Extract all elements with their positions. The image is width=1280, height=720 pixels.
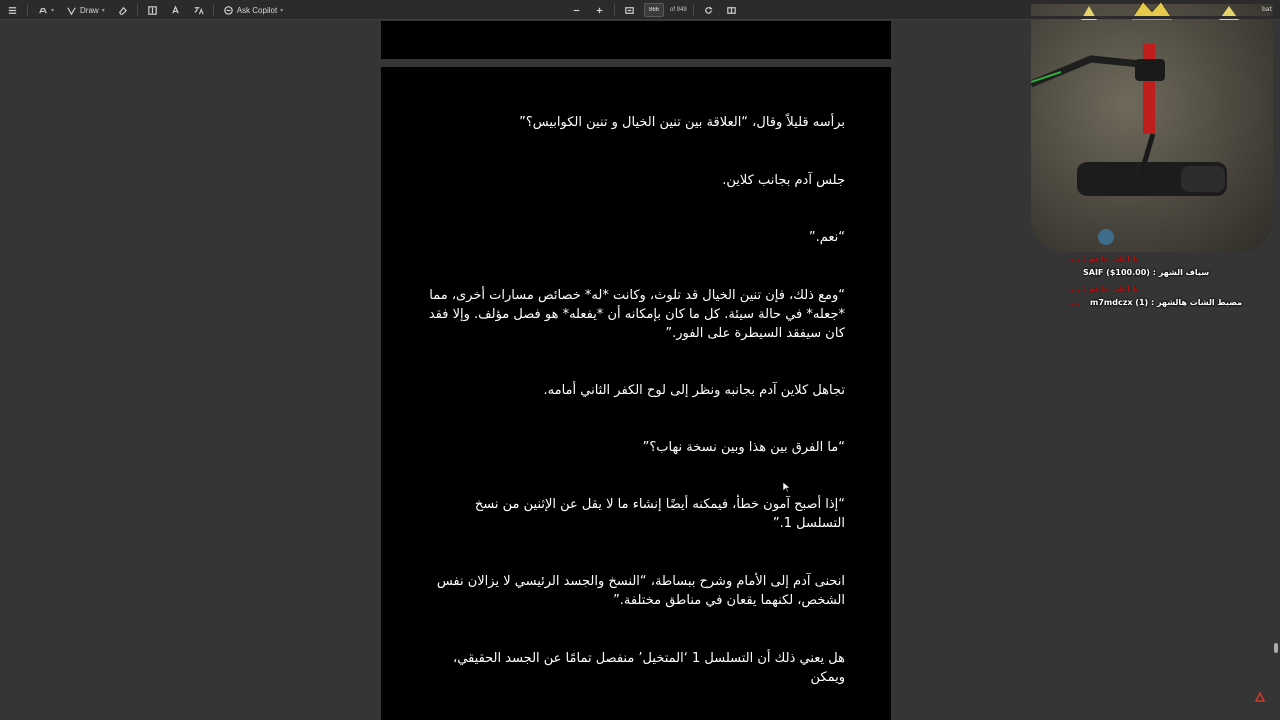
draw-label: Draw	[80, 5, 99, 15]
zoom-out-button[interactable]	[568, 2, 585, 18]
previous-page	[381, 21, 891, 59]
book-icon	[726, 5, 737, 16]
month-supporter-text: سياف الشهر : SAIF ($100.00)	[1083, 268, 1210, 277]
ask-copilot-label: Ask Copilot	[236, 5, 278, 15]
chat-moderator-text: مضبط الشات هالشهر : m7mdczx (1)	[1090, 298, 1243, 307]
current-page	[381, 67, 891, 720]
chevron-down-icon: ▾	[51, 7, 55, 14]
list-icon	[7, 5, 18, 16]
page-number-input[interactable]	[644, 3, 664, 17]
toolbar-left-group	[4, 0, 286, 20]
translate-button[interactable]	[190, 2, 207, 18]
read-aloud-icon	[170, 5, 181, 16]
toolbar-divider	[213, 4, 214, 16]
paragraph: هل يعني ذلك أن التسلسل 1 ‘المتخيل’ منفصل تمامًا عن الجسد الحقيقي، ويمكن	[453, 651, 845, 685]
plus-icon	[594, 5, 605, 16]
toolbar-center-group	[568, 0, 740, 20]
overlay-red-text: ثا اعلى داعم : ....	[1068, 284, 1139, 293]
pen-icon	[66, 5, 77, 16]
ask-copilot-button[interactable]	[220, 2, 286, 18]
toolbar-divider	[614, 4, 615, 16]
rotate-icon	[703, 5, 714, 16]
draw-button[interactable]	[63, 2, 108, 18]
paragraph: انحنى آدم إلى الأمام وشرح ببساطة، “النسخ والجسد الرئيسي لا يزالان نفس الشخص، لكنهما يقعان في مناطق مختلفة.”	[436, 574, 845, 608]
chevron-down-icon: ▾	[280, 7, 284, 14]
rotate-button[interactable]	[700, 2, 717, 18]
read-aloud-button[interactable]	[167, 2, 184, 18]
mouse-cursor-icon	[782, 481, 790, 493]
highlighter-icon	[37, 5, 48, 16]
chevron-down-icon: ▾	[101, 7, 105, 14]
fit-width-button[interactable]	[621, 2, 638, 18]
add-text-button[interactable]	[144, 2, 161, 18]
paragraph: “نعم.”	[808, 230, 845, 245]
page-view-button[interactable]	[723, 2, 740, 18]
microphone-icon	[1031, 4, 1273, 252]
translate-icon	[193, 5, 204, 16]
contents-button[interactable]	[4, 2, 21, 18]
webcam-feed	[1031, 4, 1273, 252]
paragraph: برأسه قليلاً وقال، “العلاقة بين تنين الخيال و تنين الكوابيس؟”	[519, 115, 845, 130]
toolbar-divider	[137, 4, 138, 16]
text-box-icon	[147, 5, 158, 16]
pdf-icon[interactable]	[1255, 692, 1265, 702]
toolbar-divider	[27, 4, 28, 16]
overlay-red-text: ....	[1068, 298, 1081, 307]
paragraph: جلس آدم بجانب كلاين.	[722, 173, 845, 188]
crown-frame-icon	[1031, 2, 1273, 20]
scrollbar-thumb[interactable]	[1274, 643, 1278, 653]
paragraph: “ومع ذلك، فإن تنين الخيال قد تلوث، وكانت *له* خصائص مسارات أخرى، مما *جعله* في حالة سيئة. كل ما كان بإمكانه أن *يفعله* هو فصل مؤلف. وإلا فقد كان سيفقد السيطرة على الفور.”	[428, 288, 845, 341]
zoom-in-button[interactable]	[591, 2, 608, 18]
highlight-button[interactable]	[34, 2, 57, 18]
erase-button[interactable]	[114, 2, 131, 18]
overlay-corner-label: bat	[1262, 6, 1272, 13]
page-total: of 949	[670, 7, 687, 13]
eraser-icon	[117, 5, 128, 16]
paragraph: تجاهل كلاين آدم بجانبه ونظر إلى لوح الكفر الثاني أمامه.	[543, 383, 845, 398]
toolbar-divider	[693, 4, 694, 16]
paragraph: “ما الفرق بين هذا وبين نسخة نهاب؟”	[642, 440, 845, 455]
minus-icon	[571, 5, 582, 16]
paragraph: “إذا أصبح آمون خطأ، فيمكنه أيضًا إنشاء ما لا يقل عن الإثنين من نسخ التسلسل 1.”	[474, 497, 845, 531]
copilot-icon	[223, 5, 234, 16]
overlay-red-text: ثا اعلى داعم : ....	[1068, 254, 1139, 263]
fit-width-icon	[624, 5, 635, 16]
